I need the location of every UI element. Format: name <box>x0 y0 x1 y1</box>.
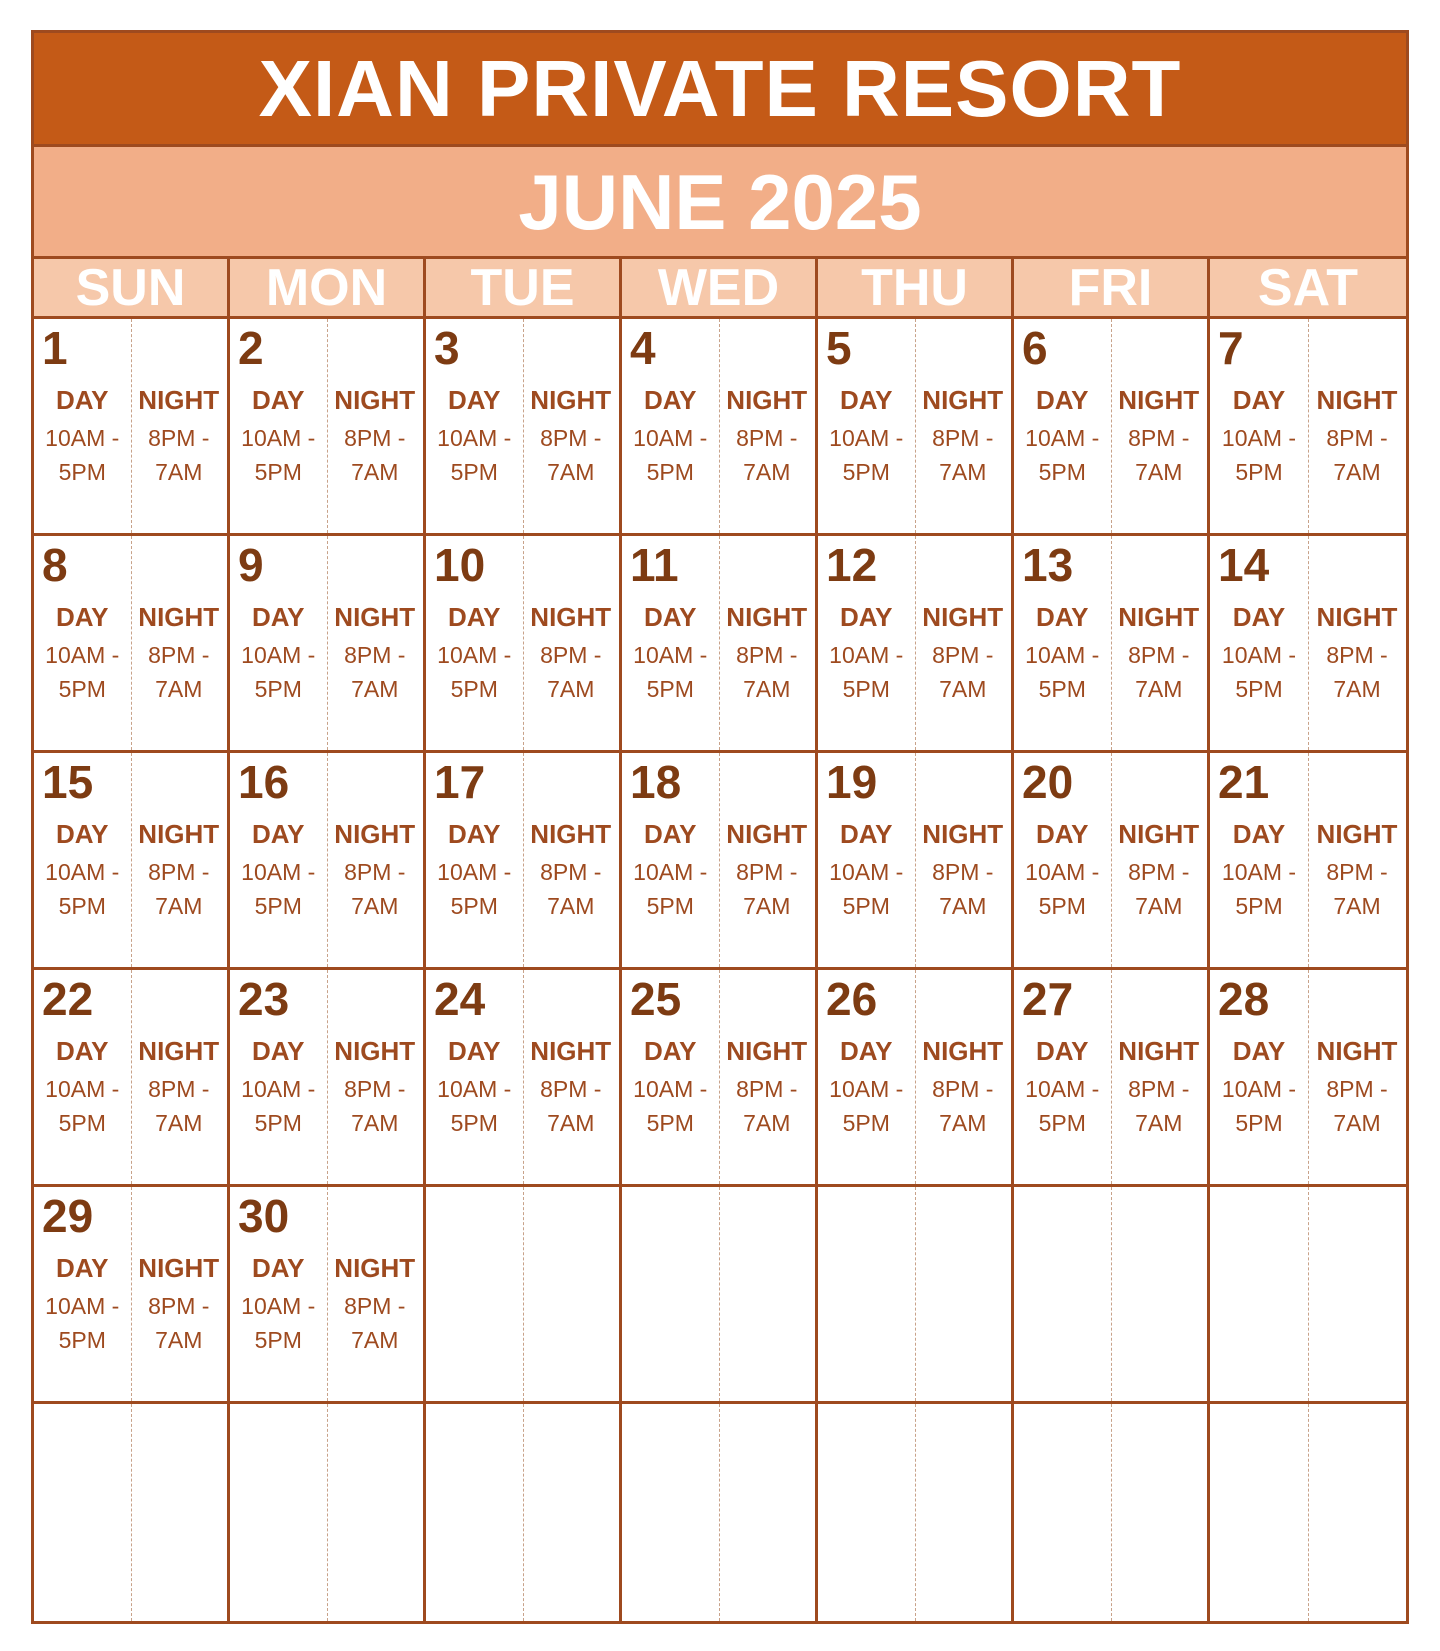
day-slot-time: 10AM - 5PM <box>45 642 120 702</box>
day-cell <box>34 1187 230 1404</box>
day-slot-time: 10AM - 5PM <box>241 425 316 485</box>
day-slot-label: DAY <box>839 1036 893 1066</box>
night-slot-time: 8PM - 7AM <box>148 1076 210 1136</box>
day-slot <box>230 1036 327 1140</box>
day-cell <box>818 970 1014 1187</box>
night-slot <box>719 385 816 489</box>
day-cell <box>1210 753 1406 970</box>
day-cell <box>1014 319 1210 536</box>
day-slot <box>622 819 719 923</box>
day-slot-label: DAY <box>1035 1036 1089 1066</box>
empty-day-cell <box>230 1404 426 1621</box>
day-slot-time: 10AM - 5PM <box>45 1293 120 1353</box>
night-slot-label: NIGHT <box>1118 385 1200 415</box>
night-slot <box>719 1036 816 1140</box>
night-slot-label: NIGHT <box>1316 1036 1398 1066</box>
night-slot-label: NIGHT <box>530 602 612 632</box>
night-slot-time: 8PM - 7AM <box>736 859 798 919</box>
day-slot-time: 10AM - 5PM <box>45 425 120 485</box>
night-slot-label: NIGHT <box>922 1036 1004 1066</box>
empty-day-cell <box>818 1187 1014 1404</box>
day-slot-time: 10AM - 5PM <box>241 1293 316 1353</box>
empty-day-cell <box>1014 1404 1210 1621</box>
weekday-sat: SAT <box>1210 259 1406 316</box>
empty-day-cell <box>622 1404 818 1621</box>
night-slot-time: 8PM - 7AM <box>344 1293 406 1353</box>
day-cell <box>426 753 622 970</box>
night-slot-time: 8PM - 7AM <box>736 1076 798 1136</box>
date-number: 14 <box>1218 539 1270 591</box>
night-slot-time: 8PM - 7AM <box>148 1293 210 1353</box>
day-cell <box>1014 753 1210 970</box>
night-slot-label: NIGHT <box>1316 385 1398 415</box>
date-number: 27 <box>1022 973 1074 1025</box>
weekday-thu: THU <box>818 259 1014 316</box>
weekday-header-row <box>34 259 1406 319</box>
day-slot <box>230 819 327 923</box>
day-slot-time: 10AM - 5PM <box>241 642 316 702</box>
date-number: 8 <box>42 539 68 591</box>
night-slot-time: 8PM - 7AM <box>344 859 406 919</box>
night-slot-time: 8PM - 7AM <box>540 642 602 702</box>
day-slot-time: 10AM - 5PM <box>437 642 512 702</box>
empty-day-cell <box>34 1404 230 1621</box>
day-slot-label: DAY <box>643 385 697 415</box>
night-slot <box>1308 1036 1406 1140</box>
night-slot <box>523 602 620 706</box>
day-slot-time: 10AM - 5PM <box>633 642 708 702</box>
day-slot-time: 10AM - 5PM <box>633 859 708 919</box>
night-slot <box>719 602 816 706</box>
night-slot <box>1308 602 1406 706</box>
night-slot-label: NIGHT <box>334 385 416 415</box>
night-slot <box>523 1036 620 1140</box>
day-slot-label: DAY <box>1232 602 1286 632</box>
day-slot-time: 10AM - 5PM <box>829 425 904 485</box>
date-number: 21 <box>1218 756 1270 808</box>
night-slot <box>523 819 620 923</box>
night-slot-label: NIGHT <box>138 602 220 632</box>
night-slot <box>131 385 228 489</box>
day-slot <box>426 1036 523 1140</box>
night-slot-time: 8PM - 7AM <box>1326 642 1388 702</box>
night-slot-label: NIGHT <box>334 602 416 632</box>
title-bar <box>34 33 1406 147</box>
night-slot-time: 8PM - 7AM <box>1326 1076 1388 1136</box>
day-cell <box>34 970 230 1187</box>
night-slot-time: 8PM - 7AM <box>148 425 210 485</box>
night-slot-time: 8PM - 7AM <box>540 859 602 919</box>
day-cell <box>818 319 1014 536</box>
night-slot-time: 8PM - 7AM <box>1128 1076 1190 1136</box>
night-slot-label: NIGHT <box>334 1036 416 1066</box>
day-cell <box>34 319 230 536</box>
day-cell <box>622 753 818 970</box>
day-slot <box>34 819 131 923</box>
day-slot <box>230 602 327 706</box>
night-slot <box>1111 385 1208 489</box>
night-slot-label: NIGHT <box>1316 602 1398 632</box>
night-slot-time: 8PM - 7AM <box>932 1076 994 1136</box>
day-slot-label: DAY <box>1232 819 1286 849</box>
day-slot-label: DAY <box>55 602 109 632</box>
night-slot-label: NIGHT <box>334 819 416 849</box>
day-slot-label: DAY <box>1035 385 1089 415</box>
date-number: 1 <box>42 322 68 374</box>
day-cell <box>426 319 622 536</box>
night-slot-time: 8PM - 7AM <box>1128 425 1190 485</box>
night-slot-label: NIGHT <box>530 1036 612 1066</box>
night-slot-time: 8PM - 7AM <box>932 859 994 919</box>
night-slot-label: NIGHT <box>138 1036 220 1066</box>
day-slot <box>818 1036 915 1140</box>
day-slot-time: 10AM - 5PM <box>437 1076 512 1136</box>
day-cell <box>230 1187 426 1404</box>
day-slot-label: DAY <box>55 385 109 415</box>
day-slot <box>818 602 915 706</box>
night-slot-time: 8PM - 7AM <box>932 642 994 702</box>
day-slot-label: DAY <box>1232 1036 1286 1066</box>
date-number: 5 <box>826 322 852 374</box>
day-slot-time: 10AM - 5PM <box>1025 642 1100 702</box>
date-number: 13 <box>1022 539 1074 591</box>
night-slot-label: NIGHT <box>726 602 808 632</box>
night-slot-time: 8PM - 7AM <box>540 1076 602 1136</box>
day-slot-label: DAY <box>251 602 305 632</box>
day-slot <box>622 385 719 489</box>
night-slot-label: NIGHT <box>922 819 1004 849</box>
day-slot-label: DAY <box>251 385 305 415</box>
night-slot-label: NIGHT <box>138 385 220 415</box>
day-cell <box>230 536 426 753</box>
weekday-fri: FRI <box>1014 259 1210 316</box>
date-number: 10 <box>434 539 486 591</box>
day-cell <box>622 970 818 1187</box>
weekday-tue: TUE <box>426 259 622 316</box>
night-slot <box>131 1253 228 1357</box>
day-slot-time: 10AM - 5PM <box>1025 859 1100 919</box>
night-slot <box>327 1036 424 1140</box>
empty-day-cell <box>1210 1187 1406 1404</box>
day-slot <box>230 385 327 489</box>
day-slot <box>1210 819 1308 923</box>
night-slot-time: 8PM - 7AM <box>736 425 798 485</box>
day-slot-time: 10AM - 5PM <box>829 1076 904 1136</box>
night-slot <box>327 385 424 489</box>
day-cell <box>426 536 622 753</box>
empty-day-cell <box>1210 1404 1406 1621</box>
day-slot <box>818 385 915 489</box>
day-cell <box>1210 319 1406 536</box>
night-slot-label: NIGHT <box>922 602 1004 632</box>
day-cell <box>230 319 426 536</box>
month-title: JUNE 2025 <box>518 157 922 246</box>
night-slot <box>1308 385 1406 489</box>
day-cell <box>1014 970 1210 1187</box>
date-number: 3 <box>434 322 460 374</box>
day-cell <box>622 536 818 753</box>
date-number: 18 <box>630 756 682 808</box>
night-slot-label: NIGHT <box>726 385 808 415</box>
night-slot-time: 8PM - 7AM <box>1326 859 1388 919</box>
night-slot-time: 8PM - 7AM <box>540 425 602 485</box>
empty-day-cell <box>426 1404 622 1621</box>
day-slot-time: 10AM - 5PM <box>1221 642 1297 702</box>
night-slot <box>131 1036 228 1140</box>
day-cell <box>818 753 1014 970</box>
day-slot <box>34 1253 131 1357</box>
night-slot <box>327 602 424 706</box>
night-slot <box>523 385 620 489</box>
date-number: 12 <box>826 539 878 591</box>
day-slot-label: DAY <box>1035 819 1089 849</box>
day-slot-time: 10AM - 5PM <box>633 1076 708 1136</box>
date-number: 26 <box>826 973 878 1025</box>
date-number: 2 <box>238 322 264 374</box>
empty-day-cell <box>1014 1187 1210 1404</box>
night-slot <box>915 602 1012 706</box>
resort-title: XIAN PRIVATE RESORT <box>258 43 1182 133</box>
day-cell <box>1014 536 1210 753</box>
night-slot-time: 8PM - 7AM <box>736 642 798 702</box>
day-slot-time: 10AM - 5PM <box>1221 425 1297 485</box>
day-slot-time: 10AM - 5PM <box>829 642 904 702</box>
day-slot-label: DAY <box>1035 602 1089 632</box>
day-slot-label: DAY <box>839 385 893 415</box>
day-slot-label: DAY <box>55 1253 109 1283</box>
night-slot <box>1111 602 1208 706</box>
day-slot-time: 10AM - 5PM <box>437 859 512 919</box>
night-slot-label: NIGHT <box>138 819 220 849</box>
day-slot-label: DAY <box>447 602 501 632</box>
night-slot-label: NIGHT <box>726 1036 808 1066</box>
day-slot-time: 10AM - 5PM <box>45 859 120 919</box>
night-slot <box>915 1036 1012 1140</box>
day-cell <box>426 970 622 1187</box>
night-slot <box>915 385 1012 489</box>
day-slot-label: DAY <box>643 819 697 849</box>
day-slot-label: DAY <box>1232 385 1286 415</box>
night-slot-time: 8PM - 7AM <box>1128 859 1190 919</box>
empty-day-cell <box>622 1187 818 1404</box>
night-slot-time: 8PM - 7AM <box>344 425 406 485</box>
night-slot <box>131 602 228 706</box>
day-slot <box>1210 602 1308 706</box>
date-number: 25 <box>630 973 682 1025</box>
day-slot-time: 10AM - 5PM <box>1025 1076 1100 1136</box>
day-slot-label: DAY <box>447 1036 501 1066</box>
day-cell <box>1210 536 1406 753</box>
date-number: 6 <box>1022 322 1048 374</box>
day-slot-label: DAY <box>251 1253 305 1283</box>
night-slot-label: NIGHT <box>334 1253 416 1283</box>
day-slot-time: 10AM - 5PM <box>1221 859 1297 919</box>
date-number: 19 <box>826 756 878 808</box>
night-slot-time: 8PM - 7AM <box>344 1076 406 1136</box>
night-slot-label: NIGHT <box>726 819 808 849</box>
day-slot-time: 10AM - 5PM <box>437 425 512 485</box>
day-slot <box>34 1036 131 1140</box>
night-slot <box>719 819 816 923</box>
day-cell <box>230 753 426 970</box>
weekday-sun: SUN <box>34 259 230 316</box>
night-slot-label: NIGHT <box>922 385 1004 415</box>
night-slot-label: NIGHT <box>530 385 612 415</box>
date-number: 22 <box>42 973 94 1025</box>
date-number: 23 <box>238 973 290 1025</box>
day-slot-label: DAY <box>55 819 109 849</box>
night-slot <box>915 819 1012 923</box>
day-slot <box>34 385 131 489</box>
day-slot-time: 10AM - 5PM <box>241 859 316 919</box>
weekday-mon: MON <box>230 259 426 316</box>
day-cell <box>34 536 230 753</box>
day-slot <box>1014 819 1111 923</box>
month-bar <box>34 147 1406 259</box>
day-slot <box>34 602 131 706</box>
date-number: 30 <box>238 1190 290 1242</box>
night-slot <box>1111 819 1208 923</box>
day-slot <box>1210 1036 1308 1140</box>
date-number: 11 <box>630 539 679 591</box>
night-slot <box>131 819 228 923</box>
day-slot-label: DAY <box>251 1036 305 1066</box>
day-slot-label: DAY <box>447 819 501 849</box>
night-slot-label: NIGHT <box>138 1253 220 1283</box>
resort-calendar <box>31 30 1409 1624</box>
day-slot-label: DAY <box>447 385 501 415</box>
day-cell <box>34 753 230 970</box>
day-cell <box>230 970 426 1187</box>
day-slot <box>426 819 523 923</box>
night-slot-label: NIGHT <box>1118 1036 1200 1066</box>
night-slot <box>327 819 424 923</box>
date-number: 29 <box>42 1190 94 1242</box>
date-number: 17 <box>434 756 486 808</box>
night-slot-time: 8PM - 7AM <box>148 642 210 702</box>
day-slot <box>622 602 719 706</box>
night-slot <box>327 1253 424 1357</box>
date-number: 4 <box>630 322 656 374</box>
day-slot-label: DAY <box>643 1036 697 1066</box>
empty-day-cell <box>426 1187 622 1404</box>
day-slot <box>1210 385 1308 489</box>
night-slot <box>1111 1036 1208 1140</box>
day-slot-time: 10AM - 5PM <box>829 859 904 919</box>
date-number: 28 <box>1218 973 1270 1025</box>
night-slot-time: 8PM - 7AM <box>148 859 210 919</box>
day-slot-time: 10AM - 5PM <box>633 425 708 485</box>
day-slot-time: 10AM - 5PM <box>45 1076 120 1136</box>
day-slot <box>230 1253 327 1357</box>
empty-day-cell <box>818 1404 1014 1621</box>
day-slot-label: DAY <box>55 1036 109 1066</box>
day-slot-time: 10AM - 5PM <box>241 1076 316 1136</box>
day-slot <box>1014 602 1111 706</box>
day-slot <box>426 602 523 706</box>
night-slot-time: 8PM - 7AM <box>932 425 994 485</box>
day-slot-label: DAY <box>251 819 305 849</box>
date-number: 16 <box>238 756 290 808</box>
date-number: 9 <box>238 539 264 591</box>
day-slot-time: 10AM - 5PM <box>1221 1076 1297 1136</box>
night-slot <box>1308 819 1406 923</box>
weekday-wed: WED <box>622 259 818 316</box>
date-number: 7 <box>1218 322 1244 374</box>
day-slot <box>426 385 523 489</box>
day-cell <box>1210 970 1406 1187</box>
night-slot-time: 8PM - 7AM <box>1326 425 1388 485</box>
day-slot <box>1014 385 1111 489</box>
day-cell <box>622 319 818 536</box>
day-slot <box>818 819 915 923</box>
night-slot-label: NIGHT <box>530 819 612 849</box>
day-cell <box>818 536 1014 753</box>
day-slot <box>1014 1036 1111 1140</box>
night-slot-label: NIGHT <box>1316 819 1398 849</box>
day-slot-label: DAY <box>839 602 893 632</box>
date-number: 20 <box>1022 756 1074 808</box>
day-slot-label: DAY <box>643 602 697 632</box>
calendar-grid <box>34 319 1406 1621</box>
date-number: 15 <box>42 756 94 808</box>
night-slot-time: 8PM - 7AM <box>1128 642 1190 702</box>
date-number: 24 <box>434 973 486 1025</box>
day-slot-label: DAY <box>839 819 893 849</box>
night-slot-label: NIGHT <box>1118 819 1200 849</box>
night-slot-label: NIGHT <box>1118 602 1200 632</box>
day-slot-time: 10AM - 5PM <box>1025 425 1100 485</box>
day-slot <box>622 1036 719 1140</box>
night-slot-time: 8PM - 7AM <box>344 642 406 702</box>
